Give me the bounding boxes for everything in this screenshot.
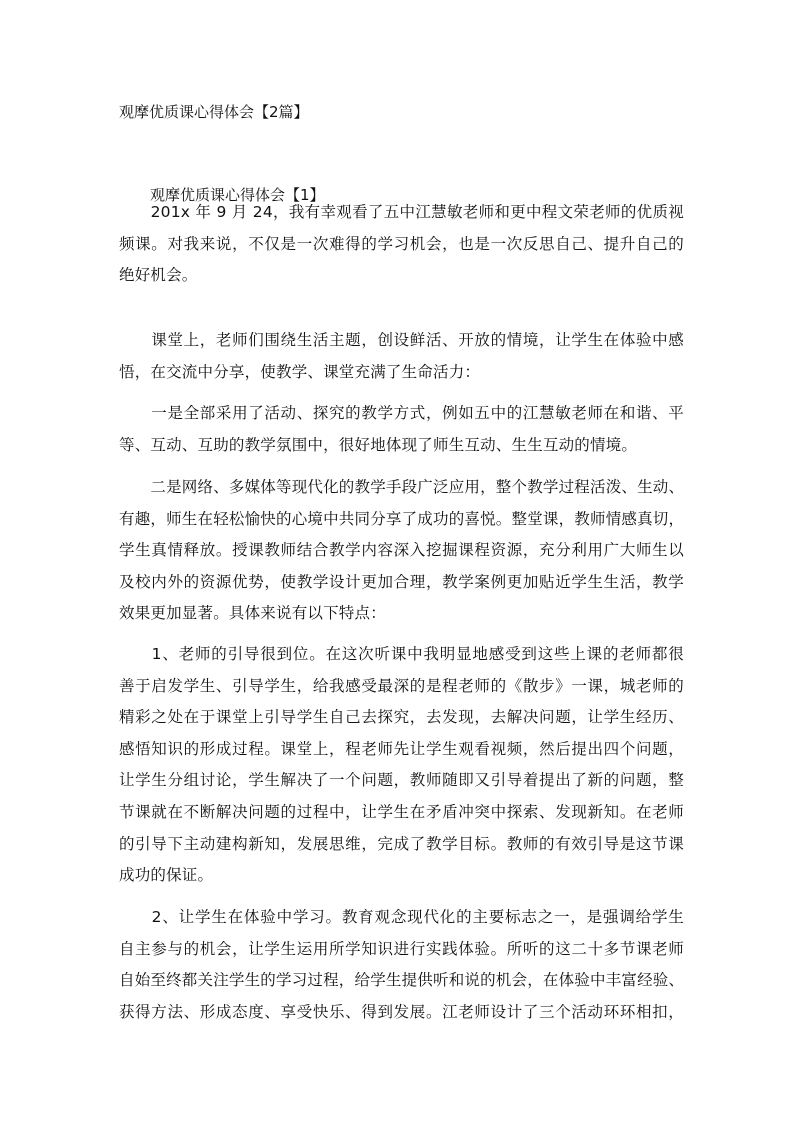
paragraph-intro (119, 197, 689, 292)
paragraph-line: 成功的保证。 (119, 866, 214, 885)
paragraph-line: 的引导下主动建构新知，发展思维，完成了教学目标。教师的有效引导是这节课 (119, 834, 684, 853)
paragraph-line: 精彩之处在于课堂上引导学生自己去探究，去发现，去解决问题，让学生经历、 (119, 708, 684, 727)
paragraph-line: 1、老师的引导很到位。在这次听课中我明显地感受到这些上课的老师都很 (119, 645, 684, 663)
paragraph-line: 频课。对我来说，不仅是一次难得的学习机会，也是一次反思自己、提升自己的 (119, 234, 684, 253)
paragraph-line: 获得方法、形成态度、享受快乐、得到发展。江老师设计了三个活动环环相扣， (119, 1002, 684, 1021)
paragraph-line: 课堂上，老师们围绕生活主题，创设鲜活、开放的情境，让学生在体验中感 (119, 331, 684, 349)
paragraph-line: 学生真情释放。授课教师结合教学内容深入挖掘课程资源，充分利用广大师生以 (119, 541, 684, 560)
section-heading: 观摩优质课心得体会【1】 (150, 186, 325, 204)
paragraph-line: 效果更加显著。具体来说有以下特点： (119, 604, 386, 623)
paragraph-line: 善于启发学生、引导学生，给我感受最深的是程老师的《散步》一课，城老师的 (119, 676, 684, 695)
paragraph-line: 及校内外的资源优势，使教学设计更加合理，教学案例更加贴近学生生活，教学 (119, 572, 684, 591)
paragraph-line: 自主参与的机会，让学生运用所学知识进行实践体验。所听的这二十多节课老师 (119, 939, 684, 958)
paragraph-line: 等、互动、互助的教学氛围中，很好地体现了师生互动、生生互动的情境。 (119, 435, 638, 454)
paragraph-line: 感悟知识的形成过程。课堂上，程老师先让学生观看视频，然后提出四个问题， (119, 739, 684, 758)
paragraph-line: 201x 年 9 月 24，我有幸观看了五中江慧敏老师和更中程文荣老师的优质视 (119, 203, 684, 221)
paragraph-line: 自始至终都关注学生的学习过程，给学生提供听和说的机会，在体验中丰富经验、 (119, 971, 685, 990)
paragraph-line: 二是网络、多媒体等现代化的教学手段广泛应用，整个教学过程活泼、生动、 (119, 478, 685, 496)
document-title: 观摩优质课心得体会【2篇】 (119, 103, 309, 121)
paragraph-classroom (119, 325, 689, 388)
paragraph-line: 2、让学生在体验中学习。教育观念现代化的主要标志之一，是强调给学生 (119, 908, 684, 926)
paragraph-point-two (119, 472, 689, 630)
paragraph-feature-one (119, 639, 689, 892)
paragraph-line: 节课就在不断解决问题的过程中，让学生在矛盾冲突中探索、发现新知。在老师 (119, 802, 684, 821)
paragraph-line: 悟，在交流中分享，使教学、课堂充满了生命活力： (119, 362, 481, 381)
paragraph-feature-two (119, 902, 689, 1028)
paragraph-line: 绝好机会。 (119, 266, 198, 285)
paragraph-line: 有趣，师生在轻松愉快的心境中共同分享了成功的喜悦。整堂课，教师情感真切， (119, 509, 685, 528)
paragraph-point-one (119, 398, 689, 461)
paragraph-line: 一是全部采用了活动、探究的教学方式，例如五中的江慧敏老师在和谐、平 (119, 404, 684, 422)
paragraph-line: 让学生分组讨论，学生解决了一个问题，教师随即又引导着提出了新的问题，整 (119, 771, 684, 790)
